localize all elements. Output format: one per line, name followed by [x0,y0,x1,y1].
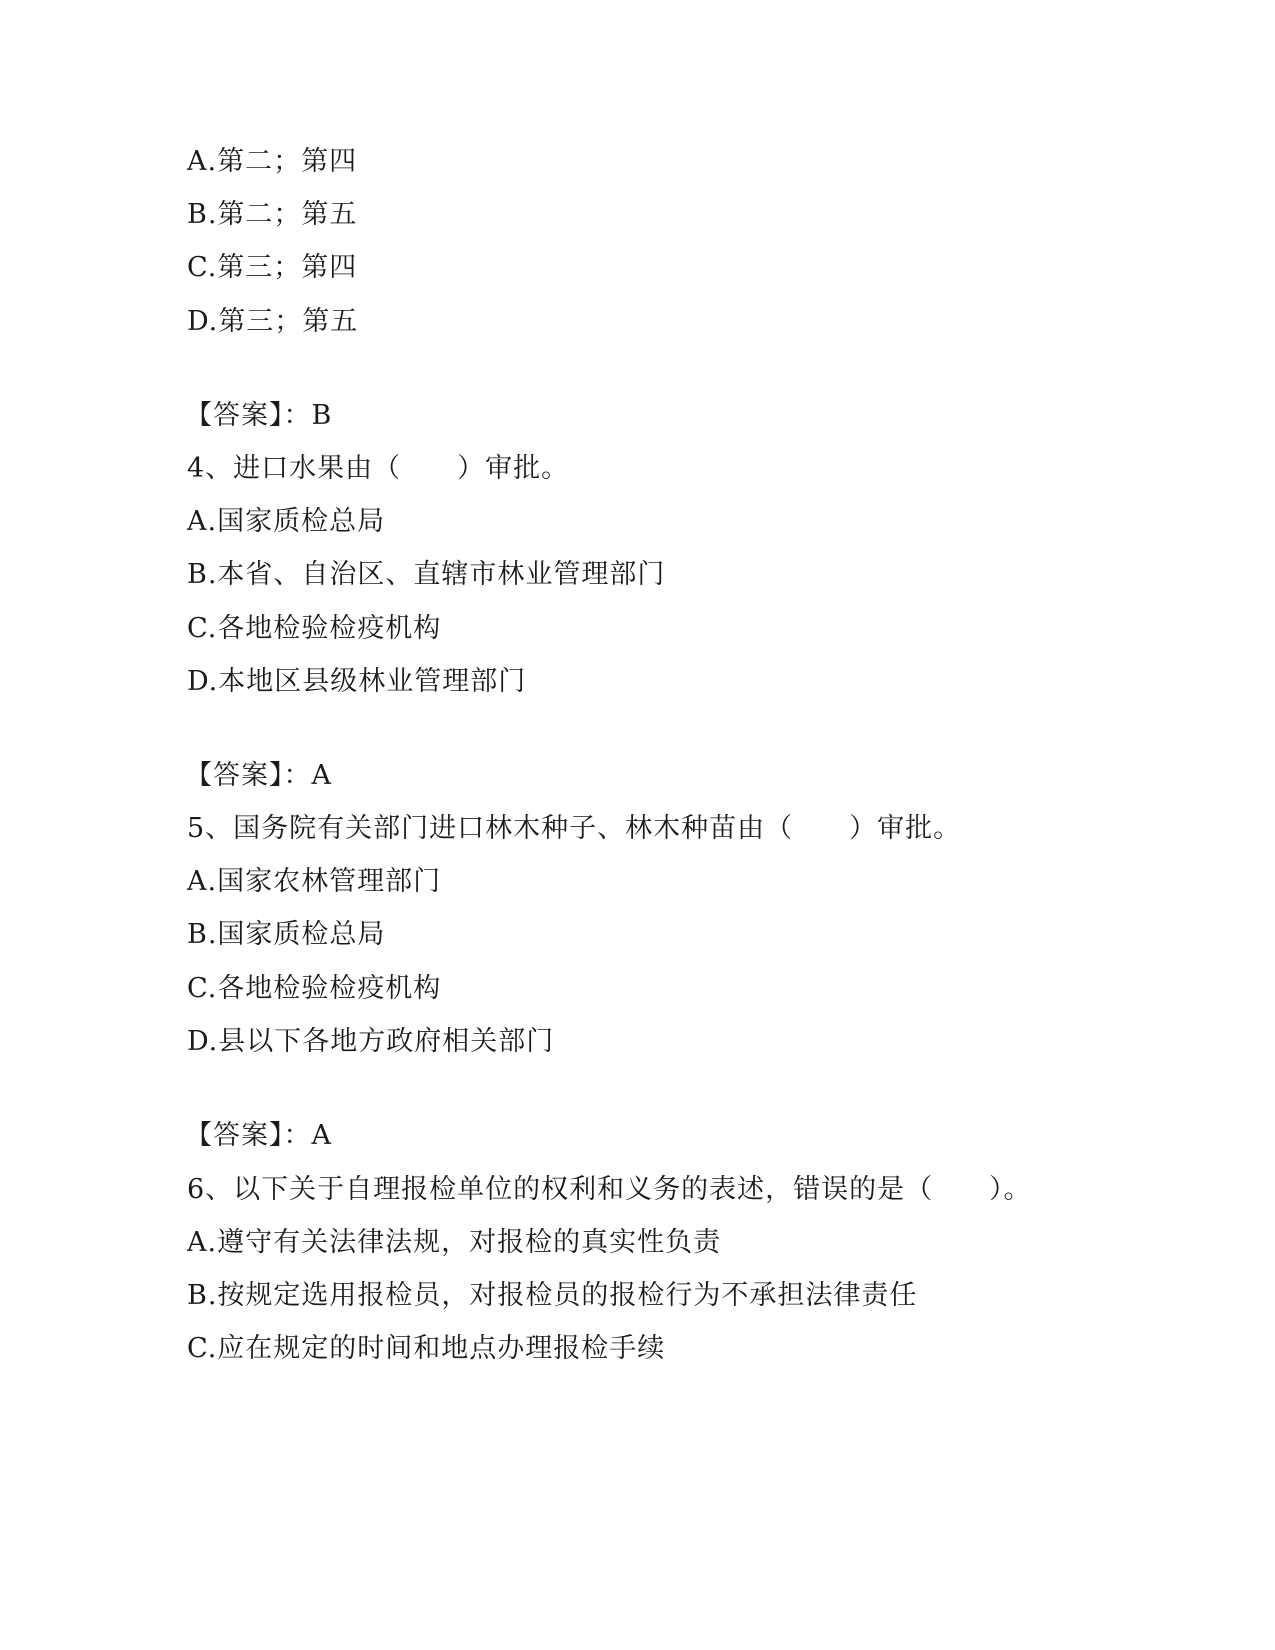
q6-option-b: B.按规定选用报检员，对报检员的报检行为不承担法律责任 [187,1280,918,1311]
q4-option-d: D.本地区县级林业管理部门 [187,666,527,697]
q6-question: 6、以下关于自理报检单位的权利和义务的表述，错误的是（ ）。 [187,1174,1032,1205]
q3-option-d: D.第三；第五 [187,306,359,337]
q5-option-b: B.国家质检总局 [187,919,386,950]
q5-option-c: C.各地检验检疫机构 [187,973,442,1004]
q5-question: 5、国务院有关部门进口林木种子、林木种苗由（ ）审批。 [187,813,962,844]
q4-option-c: C.各地检验检疫机构 [187,613,442,644]
q4-option-a: A.国家质检总局 [187,506,386,537]
q5-option-a: A.国家农林管理部门 [187,866,442,897]
q4-question: 4、进口水果由（ ）审批。 [187,453,570,484]
q6-option-c: C.应在规定的时间和地点办理报检手续 [187,1333,666,1364]
q3-option-a: A.第二；第四 [187,146,358,177]
q3-option-c: C.第三；第四 [187,252,358,283]
q5-option-d: D.县以下各地方政府相关部门 [187,1026,555,1057]
q6-option-a: A.遵守有关法律法规，对报检的真实性负责 [187,1227,722,1258]
q5-answer: 【答案】：A [185,1120,332,1151]
q3-option-b: B.第二；第五 [187,199,358,230]
q4-option-b: B.本省、自治区、直辖市林业管理部门 [187,559,666,590]
q4-answer: 【答案】：A [185,760,332,791]
q3-answer: 【答案】：B [185,400,333,431]
